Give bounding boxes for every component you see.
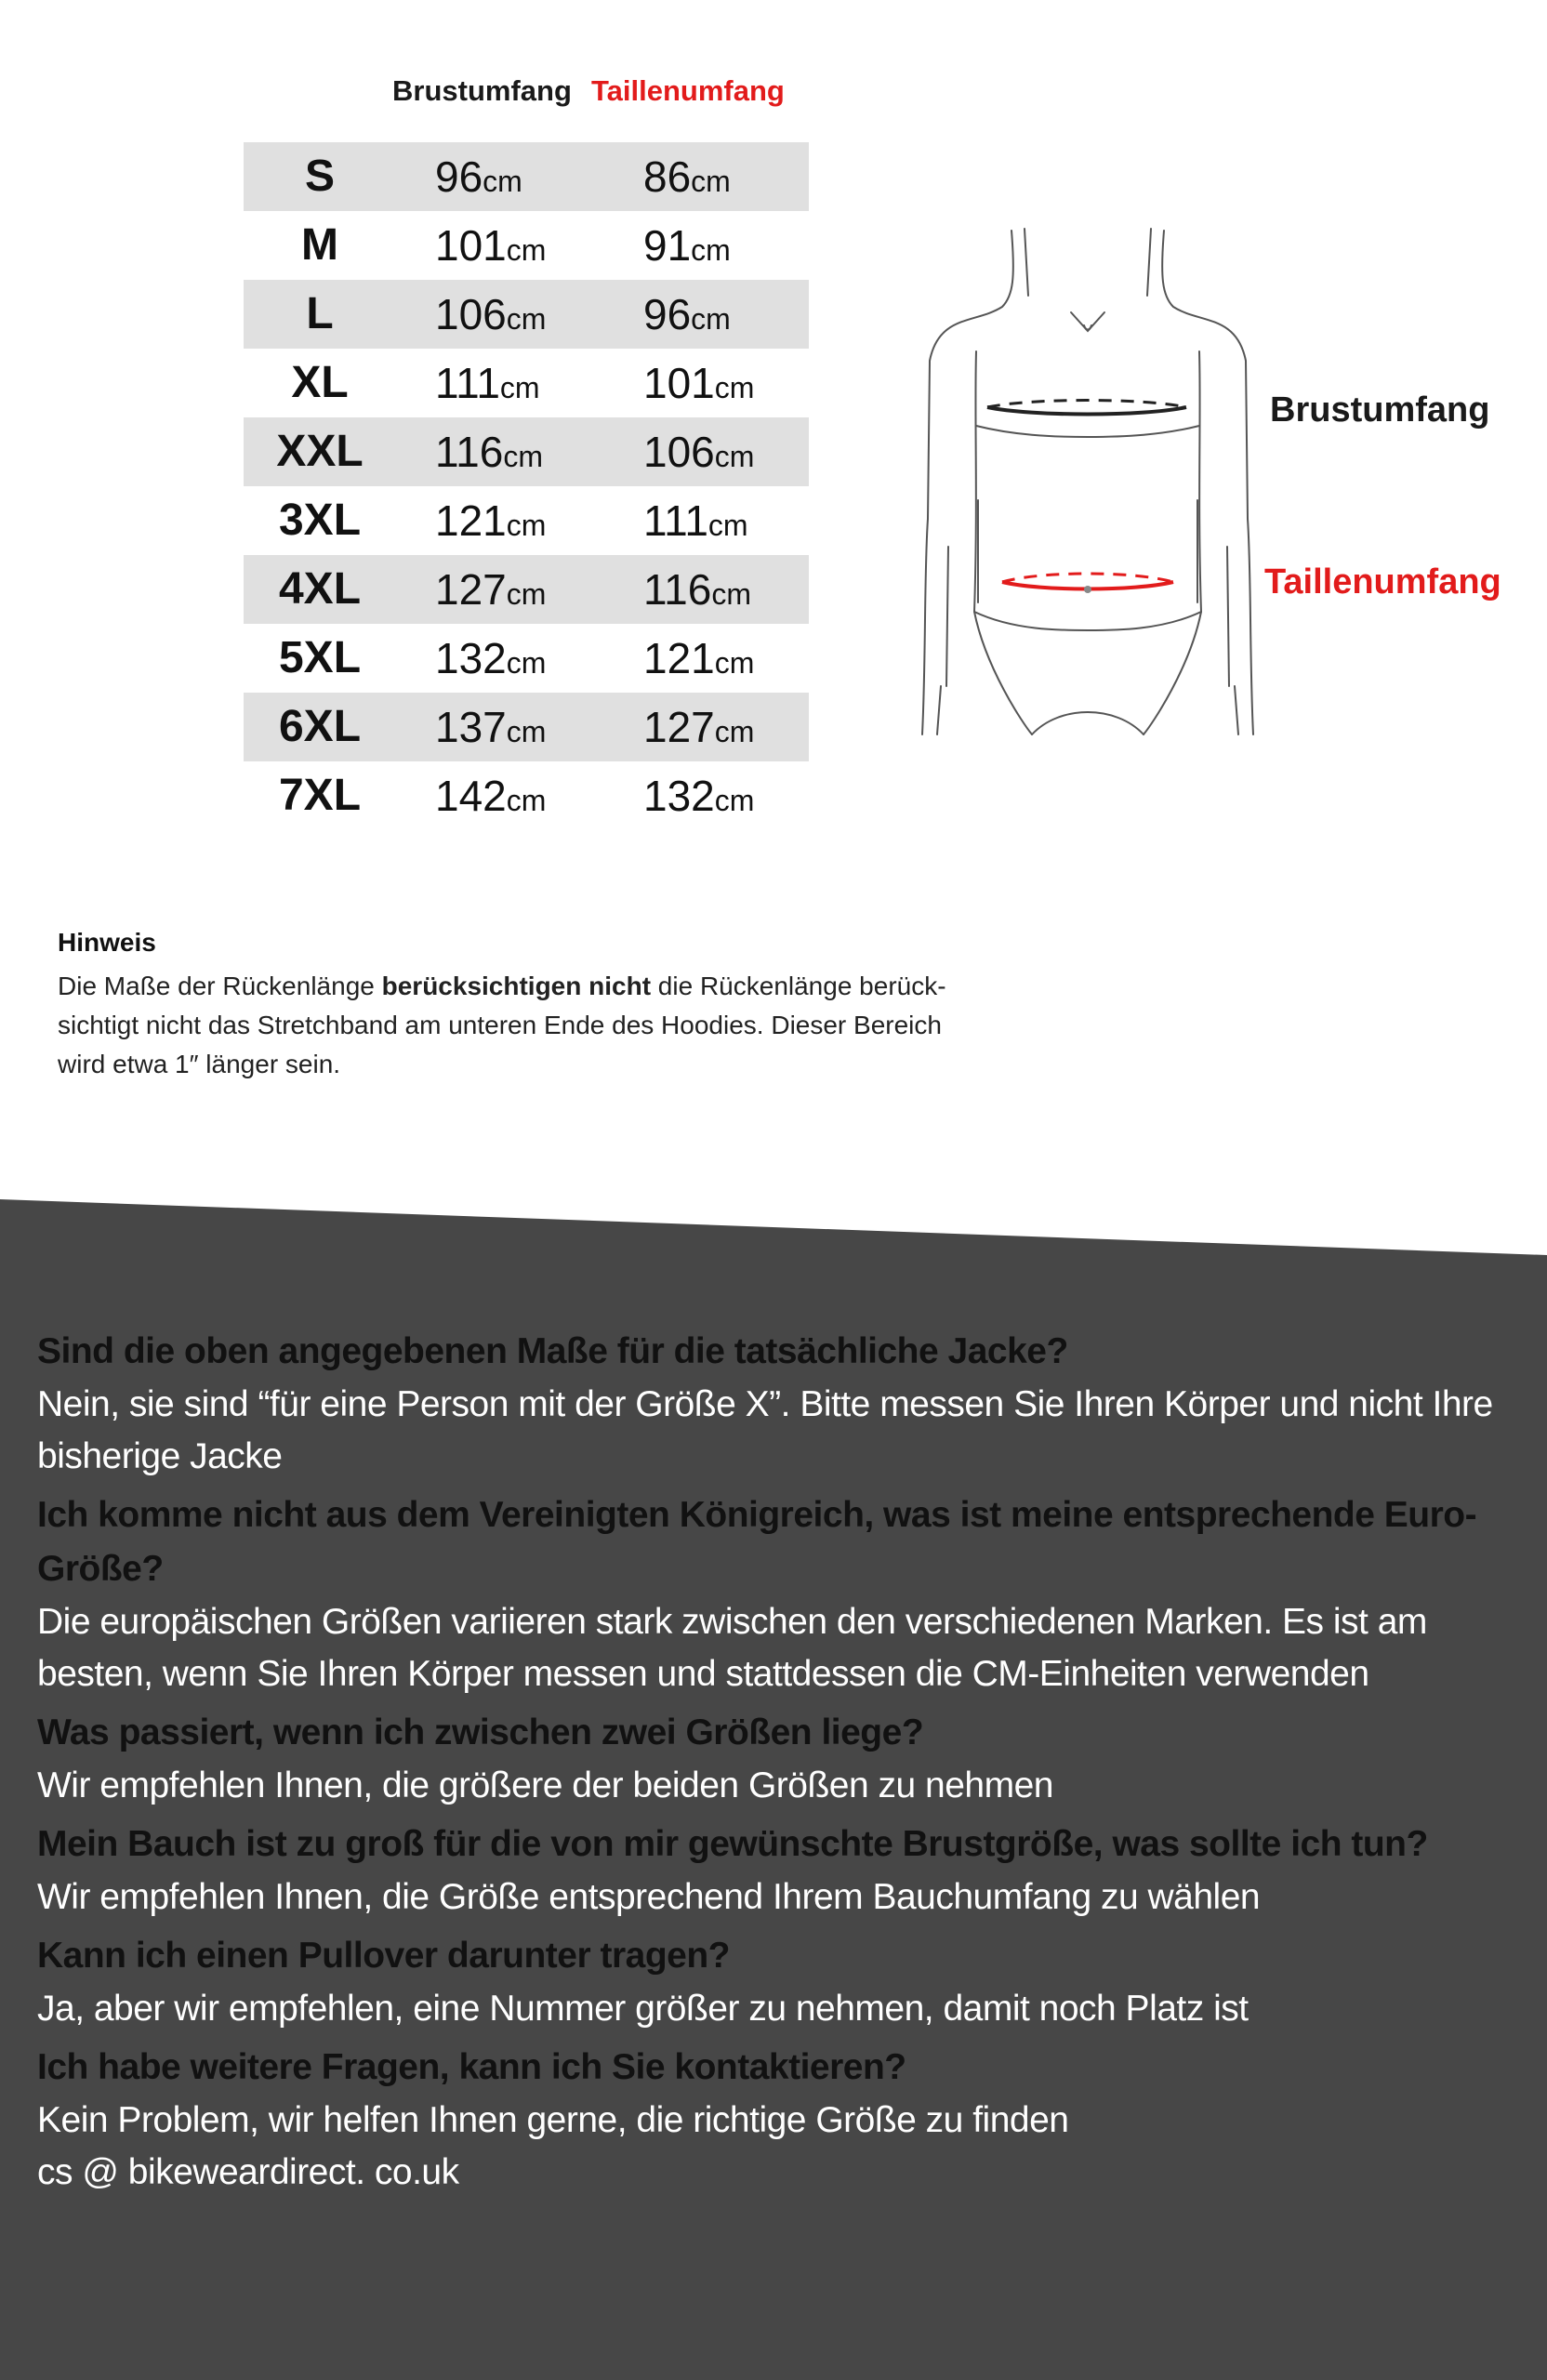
size-label: XXL <box>276 427 364 476</box>
faq-answer: Die europäischen Größen variieren stark zwischen den verschiedenen Marken. Es ist am besten, wenn Sie Ihren Körper messen und stattdessen die CM-Einheiten verwenden <box>37 1602 1427 1694</box>
chest-value: 116cm <box>435 428 543 476</box>
chest-value: 96cm <box>435 152 522 201</box>
faq-item <box>37 1706 1534 1812</box>
faq-answer: Wir empfehlen Ihnen, die größere der beiden Größen zu nehmen <box>37 1765 1053 1805</box>
faq-item <box>37 1818 1534 1924</box>
faq-item <box>37 1325 1534 1483</box>
size-table <box>244 142 809 830</box>
chest-value: 132cm <box>435 634 547 682</box>
faq-answer: Kein Problem, wir helfen Ihnen gerne, die richtige Größe zu finden <box>37 2100 1069 2140</box>
size-label: M <box>301 220 338 270</box>
faq-answer: Wir empfehlen Ihnen, die Größe entsprechend Ihrem Bauchumfang zu wählen <box>37 1877 1261 1917</box>
faq-item <box>37 1488 1534 1700</box>
faq-question: Kann ich einen Pullover darunter tragen? <box>37 1936 730 1976</box>
unit-label: cm <box>714 784 755 817</box>
size-label: 3XL <box>278 496 362 545</box>
chest-value: 137cm <box>435 703 547 751</box>
size-row <box>244 486 809 555</box>
waist-value: 91cm <box>643 221 731 270</box>
faq-section <box>37 1325 1534 2204</box>
size-row <box>244 693 809 761</box>
faq-question: Mein Bauch ist zu groß für die von mir gewünschte Brustgröße, was sollte ich tun? <box>37 1824 1428 1864</box>
column-header-waist: Taillenumfang <box>591 74 785 107</box>
faq-answer: Ja, aber wir empfehlen, eine Nummer größer zu nehmen, damit noch Platz ist <box>37 1989 1249 2029</box>
unit-label: cm <box>707 509 748 542</box>
waist-value: 86cm <box>643 152 731 201</box>
size-label: S <box>304 152 335 201</box>
figure-label-waist: Taillenumfang <box>1264 562 1501 602</box>
size-row <box>244 142 809 211</box>
size-row <box>244 624 809 693</box>
unit-label: cm <box>506 577 547 611</box>
size-row <box>244 761 809 830</box>
faq-item <box>37 2041 1534 2199</box>
waist-value: 101cm <box>643 359 755 407</box>
unit-label: cm <box>714 715 755 748</box>
unit-label: cm <box>503 440 543 473</box>
waist-value: 116cm <box>643 565 751 614</box>
size-label: 7XL <box>278 771 362 820</box>
size-row <box>244 211 809 280</box>
faq-question: Ich habe weitere Fragen, kann ich Sie kontaktieren? <box>37 2047 906 2087</box>
unit-label: cm <box>714 371 755 404</box>
chest-value: 121cm <box>435 496 547 545</box>
note-text <box>58 967 950 1084</box>
unit-label: cm <box>714 646 755 680</box>
unit-label: cm <box>691 165 731 198</box>
note-text-after: die Rückenlänge berück-sichtigt nicht das Stretchband am unteren Ende des Hoodies. Dieser Bereich wird etwa 1″ länger sein. <box>58 972 946 1078</box>
unit-label: cm <box>506 302 547 336</box>
size-label: 4XL <box>278 564 362 614</box>
unit-label: cm <box>483 165 522 198</box>
faq-answer: Nein, sie sind “für eine Person mit der Größe X”. Bitte messen Sie Ihren Körper und nicht Ihre bisherige Jacke <box>37 1384 1493 1476</box>
chest-value: 111cm <box>435 359 540 407</box>
size-label: L <box>306 289 334 338</box>
unit-label: cm <box>506 646 547 680</box>
torso-measurement-illustration <box>920 221 1255 742</box>
size-label: XL <box>291 358 349 407</box>
contact-email: cs @ bikeweardirect. co.uk <box>37 2152 459 2192</box>
unit-label: cm <box>506 233 547 267</box>
faq-item <box>37 1929 1534 2035</box>
unit-label: cm <box>691 302 731 336</box>
chest-value: 101cm <box>435 221 547 270</box>
faq-question: Ich komme nicht aus dem Vereinigten Königreich, was ist meine entsprechende Euro-Größe? <box>37 1495 1477 1589</box>
unit-label: cm <box>506 715 547 748</box>
size-row <box>244 280 809 349</box>
waist-value: 111cm <box>643 496 748 545</box>
waist-value: 127cm <box>643 703 755 751</box>
faq-question: Was passiert, wenn ich zwischen zwei Größen liege? <box>37 1712 924 1752</box>
waist-value: 96cm <box>643 290 731 338</box>
unit-label: cm <box>711 577 751 611</box>
unit-label: cm <box>691 233 731 267</box>
note-text-before: Die Maße der Rückenlänge <box>58 972 382 1000</box>
chest-value: 106cm <box>435 290 547 338</box>
figure-label-chest: Brustumfang <box>1270 390 1490 430</box>
waist-value: 132cm <box>643 772 755 820</box>
unit-label: cm <box>506 509 547 542</box>
unit-label: cm <box>714 440 755 473</box>
size-row <box>244 349 809 417</box>
chest-value: 142cm <box>435 772 547 820</box>
note-text-bold: berücksichtigen nicht <box>381 972 652 1000</box>
size-label: 5XL <box>278 633 362 682</box>
size-row <box>244 417 809 486</box>
size-label: 6XL <box>278 702 362 751</box>
column-header-chest: Brustumfang <box>392 74 572 107</box>
note-title: Hinweis <box>58 928 156 957</box>
waist-value: 121cm <box>643 634 755 682</box>
faq-question: Sind die oben angegebenen Maße für die tatsächliche Jacke? <box>37 1331 1068 1371</box>
waist-value: 106cm <box>643 428 755 476</box>
unit-label: cm <box>499 371 540 404</box>
chest-value: 127cm <box>435 565 547 614</box>
size-row <box>244 555 809 624</box>
unit-label: cm <box>506 784 547 817</box>
